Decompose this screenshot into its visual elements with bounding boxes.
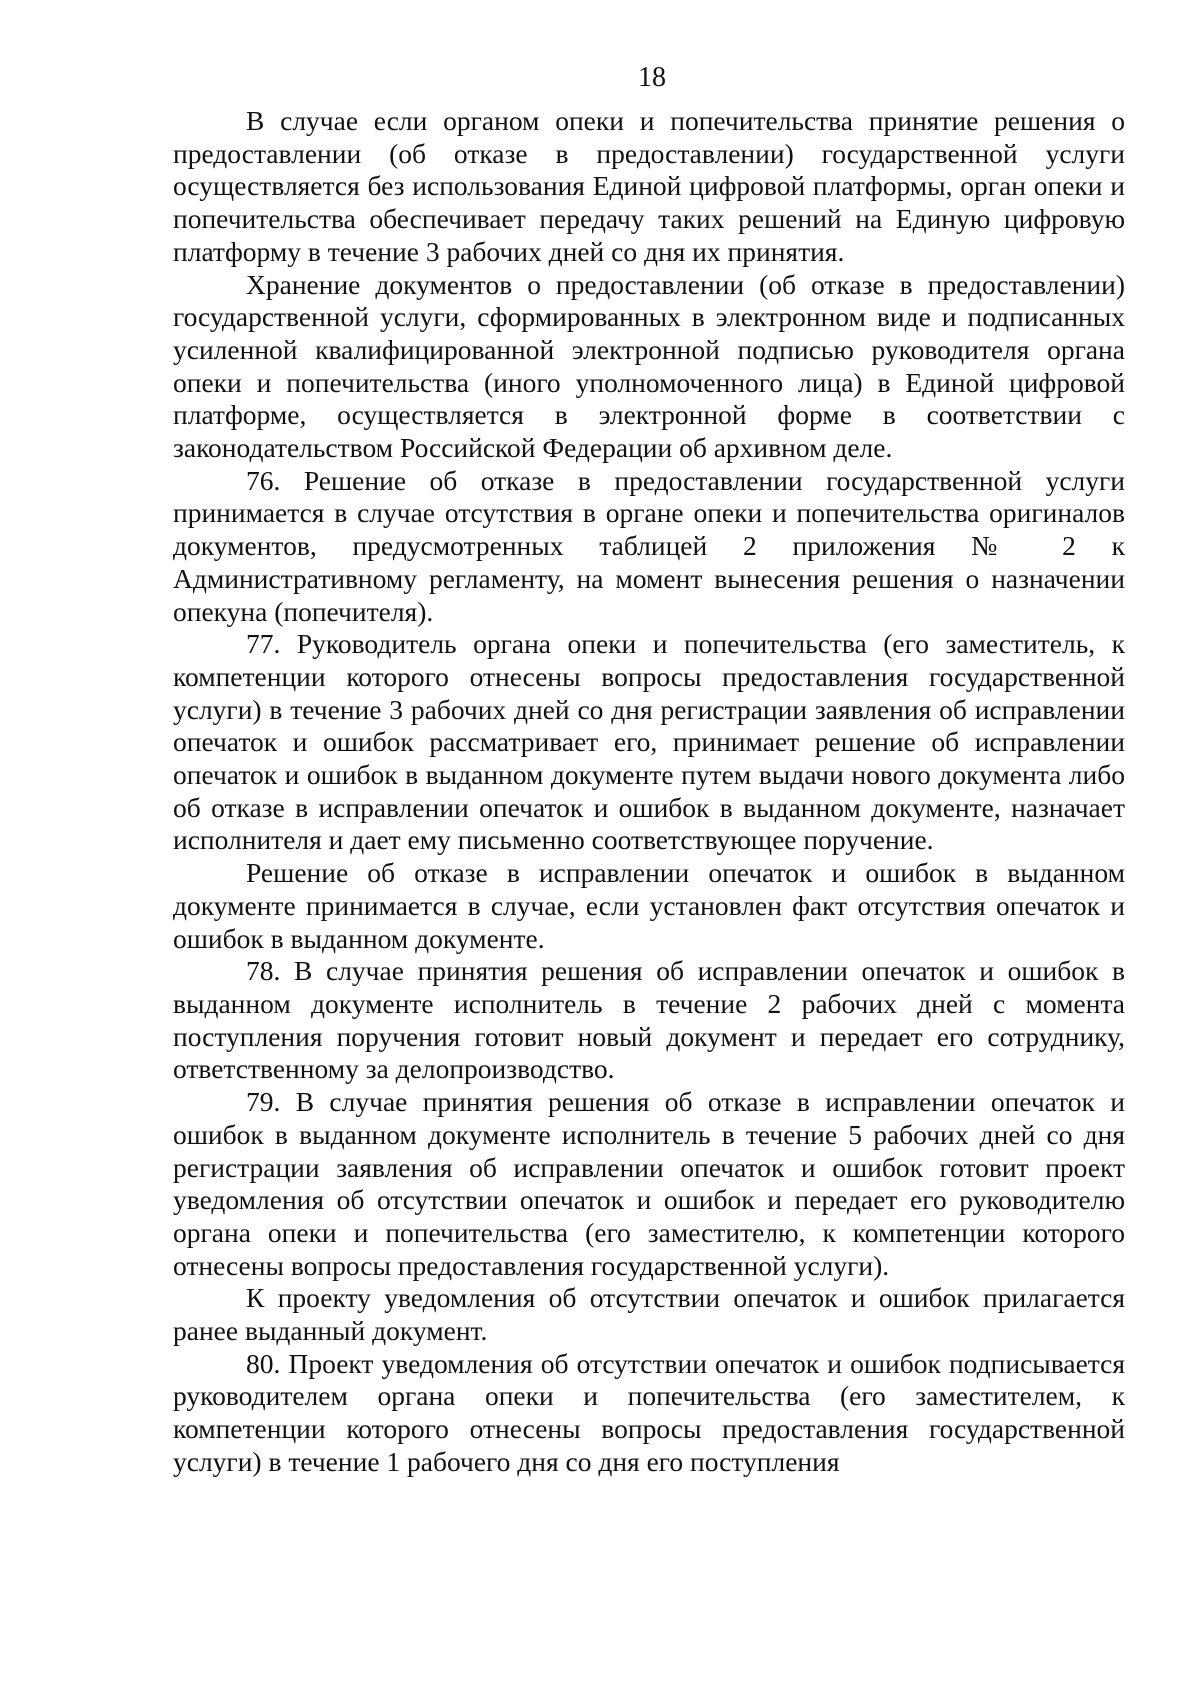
paragraph-80: 80. Проект уведомления об отсутствии опечаток и ошибок подписывается руководителем органа опеки и попечительства (его заместителем, к компетенции которого отнесены вопросы предоставления государственной услуги) в течение 1 рабочего дня со дня его поступления <box>173 1347 1125 1477</box>
paragraph-document-storage: Хранение документов о предоставлении (об отказе в предоставлении) государственной услуги, сформированных в электронном виде и подписанных усиленной квалифицированной электронной подписью руководителя органа опеки и попечительства (иного уполномоченного лица) в Единой цифровой платформе, осуществляется в электронной форме в соответствии с законодательством Российской Федерации об архивном деле. <box>173 268 1125 464</box>
paragraph-79: 79. В случае принятия решения об отказе в исправлении опечаток и ошибок в выданном документе исполнитель в течение 5 рабочих дней со дня регистрации заявления об исправлении опечаток и ошибок готовит проект уведомления об отсутствии опечаток и ошибок и передает его руководителю органа опеки и попечительства (его заместителю, к компетенции которого отнесены вопросы предоставления государственной услуги). <box>173 1086 1125 1281</box>
document-body <box>173 105 1125 1479</box>
paragraph-78: 78. В случае принятия решения об исправлении опечаток и ошибок в выданном документе исполнитель в течение 2 рабочих дней с момента поступления поручения готовит новый документ и передает его сотруднику, ответственному за делопроизводство. <box>173 955 1125 1085</box>
page-number: 18 <box>638 62 666 93</box>
paragraph-77: 77. Руководитель органа опеки и попечительства (его заместитель, к компетенции которого отнесены вопросы предоставления государственной услуги) в течение 3 рабочих дней со дня регистрации заявления об исправлении опечаток и ошибок рассматривает его, принимает решение об исправлении опечаток и ошибок в выданном документе путем выдачи нового документа либо об отказе в исправлении опечаток и ошибок в выданном документе, назначает исполнителя и дает ему письменно соответствующее поручение. <box>173 628 1125 856</box>
paragraph-platform-transfer: В случае если органом опеки и попечительства принятие решения о предоставлении (об отказе в предоставлении) государственной услуги осуществляется без использования Единой цифровой платформы, орган опеки и попечительства обеспечивает передачу таких решений на Единую цифровую платформу в течение 3 рабочих дней со дня их принятия. <box>173 105 1125 267</box>
paragraph-attachment: К проекту уведомления об отсутствии опечаток и ошибок прилагается ранее выданный документ. <box>173 1282 1125 1347</box>
paragraph-76: 76. Решение об отказе в предоставлении государственной услуги принимается в случае отсутствия в органе опеки и попечительства оригиналов документов, предусмотренных таблицей 2 приложения № 2 к Административному регламенту, на момент вынесения решения о назначении опекуна (попечителя). <box>173 464 1125 627</box>
paragraph-refusal-decision: Решение об отказе в исправлении опечаток и ошибок в выданном документе принимается в случае, если установлен факт отсутствия опечаток и ошибок в выданном документе. <box>173 857 1125 954</box>
